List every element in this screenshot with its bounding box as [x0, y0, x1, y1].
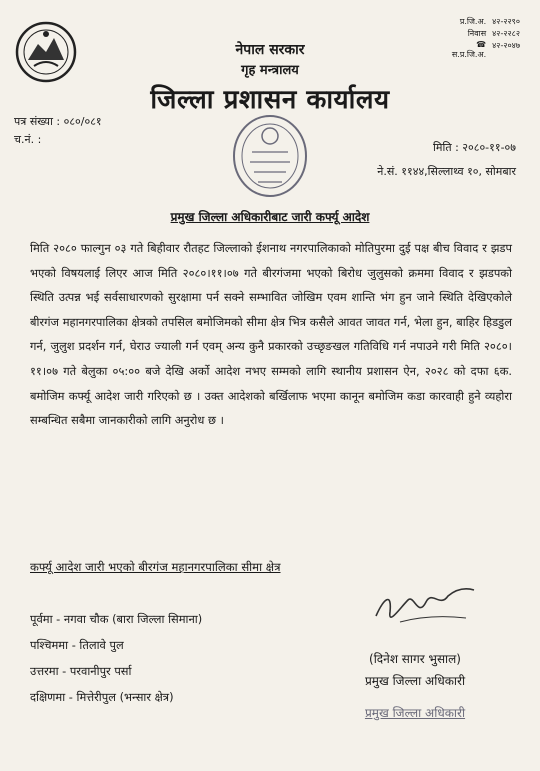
contact-row [440, 40, 520, 60]
date-ns: ने.सं. ११४४,सिल्लाथ्व १०, सोमबार [377, 165, 516, 178]
contact-value: ४२-२०४७ [492, 41, 520, 50]
letter-number: पत्र संख्या : ०८०/०८१ [14, 115, 102, 128]
signatory-name: (दिनेश सागर भुसाल) [369, 652, 461, 666]
ministry-name: गृह मन्त्रालय [241, 63, 299, 78]
contact-label: निवास [467, 29, 487, 38]
signature-icon [370, 578, 480, 634]
contact-row [440, 16, 520, 27]
office-name: जिल्ला प्रशासन कार्यालय [150, 85, 390, 115]
contact-value: ४२-२२९० [492, 17, 520, 26]
government-name: नेपाल सरकार [235, 42, 305, 58]
subject-line: प्रमुख जिल्ला अधिकारीबाट जारी कर्फ्यू आदेश [170, 210, 370, 224]
contact-value: ४२-२२८२ [492, 29, 520, 38]
boundary-north: उत्तरमा - परवानीपुर पर्सा [30, 664, 132, 678]
contact-label: प्र.जि.अ. [459, 17, 487, 26]
boundary-west: पश्चिममा - तिलावे पुल [30, 638, 124, 652]
signatory-stamp: प्रमुख जिल्ला अधिकारी [364, 706, 466, 720]
boundary-south: दक्षिणमा - मित्तेरीपुल (भन्सार क्षेत्र) [30, 690, 174, 704]
date-bs: मिति : २०८०-११-०७ [433, 141, 516, 154]
signatory-title: प्रमुख जिल्ला अधिकारी [364, 674, 466, 688]
contact-row [440, 28, 520, 39]
office-stamp-icon [230, 112, 310, 200]
contact-label: ☎ स.प्र.जि.अ. [451, 40, 487, 59]
area-title: कर्फ्यू आदेश जारी भएको बीरगंज महानगरपालिका सीमा क्षेत्र [30, 560, 281, 574]
order-body: मिति २०८० फाल्गुन ०३ गते बिहीवार रौतहट जिल्लाको ईशनाथ नगरपालिकाको मोतिपुरमा दुई पक्ष बीच विवाद र झडप भएको विषयलाई लिएर आज मिति २०८०।११।०७ गते बीरगंजमा भएको बिरोध जुलुसको क्रममा विवाद र झडपको स्थिति उत्पन्न भई सर्वसाधारणको सुरक्षामा पर्न सक्ने सम्भावित जोखिम एवम शान्ति भंग हुन जाने स्थिति देखिएकोले बीरगंज महानगरपालिका क्षेत्रको तपसिल बमोजिमको सीमा क्षेत्र भित्र कसैले आवत जावत गर्न, भेला हुन, बाहिर हिडडुल गर्न, जुलुश प्रदर्शन गर्न, घेराउ ज्याली गर्न एवम् अन्य कुनै प्रकारको उच्छृङखल गतिविधि गर्न नपाउने गरी मिति २०८०।११।०७ गते बेलुका ०५:०० बजे देखि अर्को आदेश नभए सम्मको लागि स्थानीय प्रशासन ऐन, २०२८ को दफा ६क. बमोजिम कर्फ्यू आदेश जारी गरिएको छ । उक्त आदेशको बर्खिलाफ भएमा कानून बमोजिम कडा कारवाही हुने व्यहोरा सम्बन्धित सबैमा जानकारीको लागि अनुरोध छ । [30, 241, 512, 428]
boundary-east: पूर्वमा - नगवा चौक (बारा जिल्ला सिमाना) [30, 612, 203, 626]
dispatch-number: च.नं. : [14, 133, 42, 146]
phone-icon: ☎ [476, 40, 487, 49]
